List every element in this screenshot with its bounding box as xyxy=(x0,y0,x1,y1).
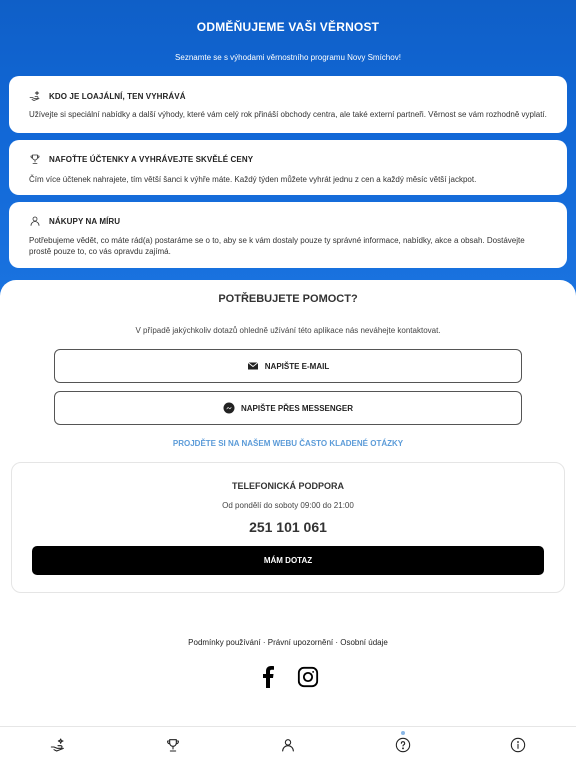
card-title: KDO JE LOAJÁLNÍ, TEN VYHRÁVÁ xyxy=(49,91,186,101)
card-text: Užívejte si speciální nabídky a další výhody, které vám celý rok přináší obchody centra, ale také externí partneři. Věrnost se vám rozhodně vyplatí. xyxy=(29,110,547,119)
tab-profile[interactable] xyxy=(268,728,308,768)
trophy-icon xyxy=(165,737,181,758)
card-text: Čím více účtenek nahrajete, tím větší šanci k výhře máte. Každý týden můžete vyhrát jednu z cen a každý měsíc větší jackpot. xyxy=(29,175,477,184)
facebook-icon[interactable] xyxy=(256,665,280,689)
messenger-button[interactable] xyxy=(54,391,522,425)
info-icon xyxy=(510,737,526,758)
messenger-button-label: NAPIŠTE PŘES MESSENGER xyxy=(240,403,354,413)
user-icon xyxy=(29,215,41,227)
envelope-icon xyxy=(247,360,259,372)
card-title: NAFOŤTE ÚČTENKY A VYHRÁVEJTE SKVĚLÉ CENY xyxy=(49,154,254,164)
help-title: POTŘEBUJETE POMOCT? xyxy=(218,293,358,305)
benefit-card-receipts xyxy=(9,140,567,195)
bottom-tab-bar xyxy=(0,726,576,768)
tab-competition[interactable] xyxy=(153,728,193,768)
benefit-card-personalized xyxy=(9,202,567,268)
phone-support-title: TELEFONICKÁ PODPORA xyxy=(231,481,344,491)
help-description: V případě jakýchkoliv dotazů ohledně užívání této aplikace nás neváhejte kontaktovat. xyxy=(135,326,441,335)
user-icon xyxy=(280,737,296,758)
benefit-card-loyalty xyxy=(9,76,567,133)
hero-title: ODMĚŇUJEME VAŠI VĚRNOST xyxy=(196,20,380,34)
tab-rewards[interactable] xyxy=(38,728,78,768)
phone-support-hours: Od pondělí do soboty 09:00 do 21:00 xyxy=(222,501,354,510)
tab-help[interactable] xyxy=(383,728,423,768)
hand-sparkle-icon xyxy=(29,90,41,102)
help-icon xyxy=(395,737,411,758)
card-title: NÁKUPY NA MÍRU xyxy=(49,216,121,226)
tab-info[interactable] xyxy=(498,728,538,768)
messenger-icon xyxy=(223,402,235,414)
active-tab-indicator xyxy=(401,731,405,735)
faq-link[interactable]: PROJDĚTE SI NA NAŠEM WEBU ČASTO KLADENÉ OTÁZKY xyxy=(172,439,404,448)
hand-sparkle-icon xyxy=(50,737,66,758)
hero-subtitle: Seznamte se s výhodami věrnostního programu Novy Smíchov! xyxy=(175,53,401,62)
ask-question-button[interactable]: MÁM DOTAZ xyxy=(32,546,544,575)
instagram-icon[interactable] xyxy=(296,665,320,689)
email-button-label: NAPIŠTE E-MAIL xyxy=(264,361,330,371)
social-links xyxy=(0,665,576,689)
phone-number[interactable]: 251 101 061 xyxy=(249,519,327,535)
trophy-icon xyxy=(29,153,41,165)
card-text: Potřebujeme vědět, co máte rád(a) postaráme se o to, aby se k vám dostaly pouze ty správné informace, nabídky, akce a obsah. Dostávejte prostě pouze to, co vás opravdu zajímá. xyxy=(29,236,525,256)
legal-links[interactable]: Podmínky používání · Právní upozornění · Osobní údaje xyxy=(188,638,388,647)
email-button[interactable] xyxy=(54,349,522,383)
